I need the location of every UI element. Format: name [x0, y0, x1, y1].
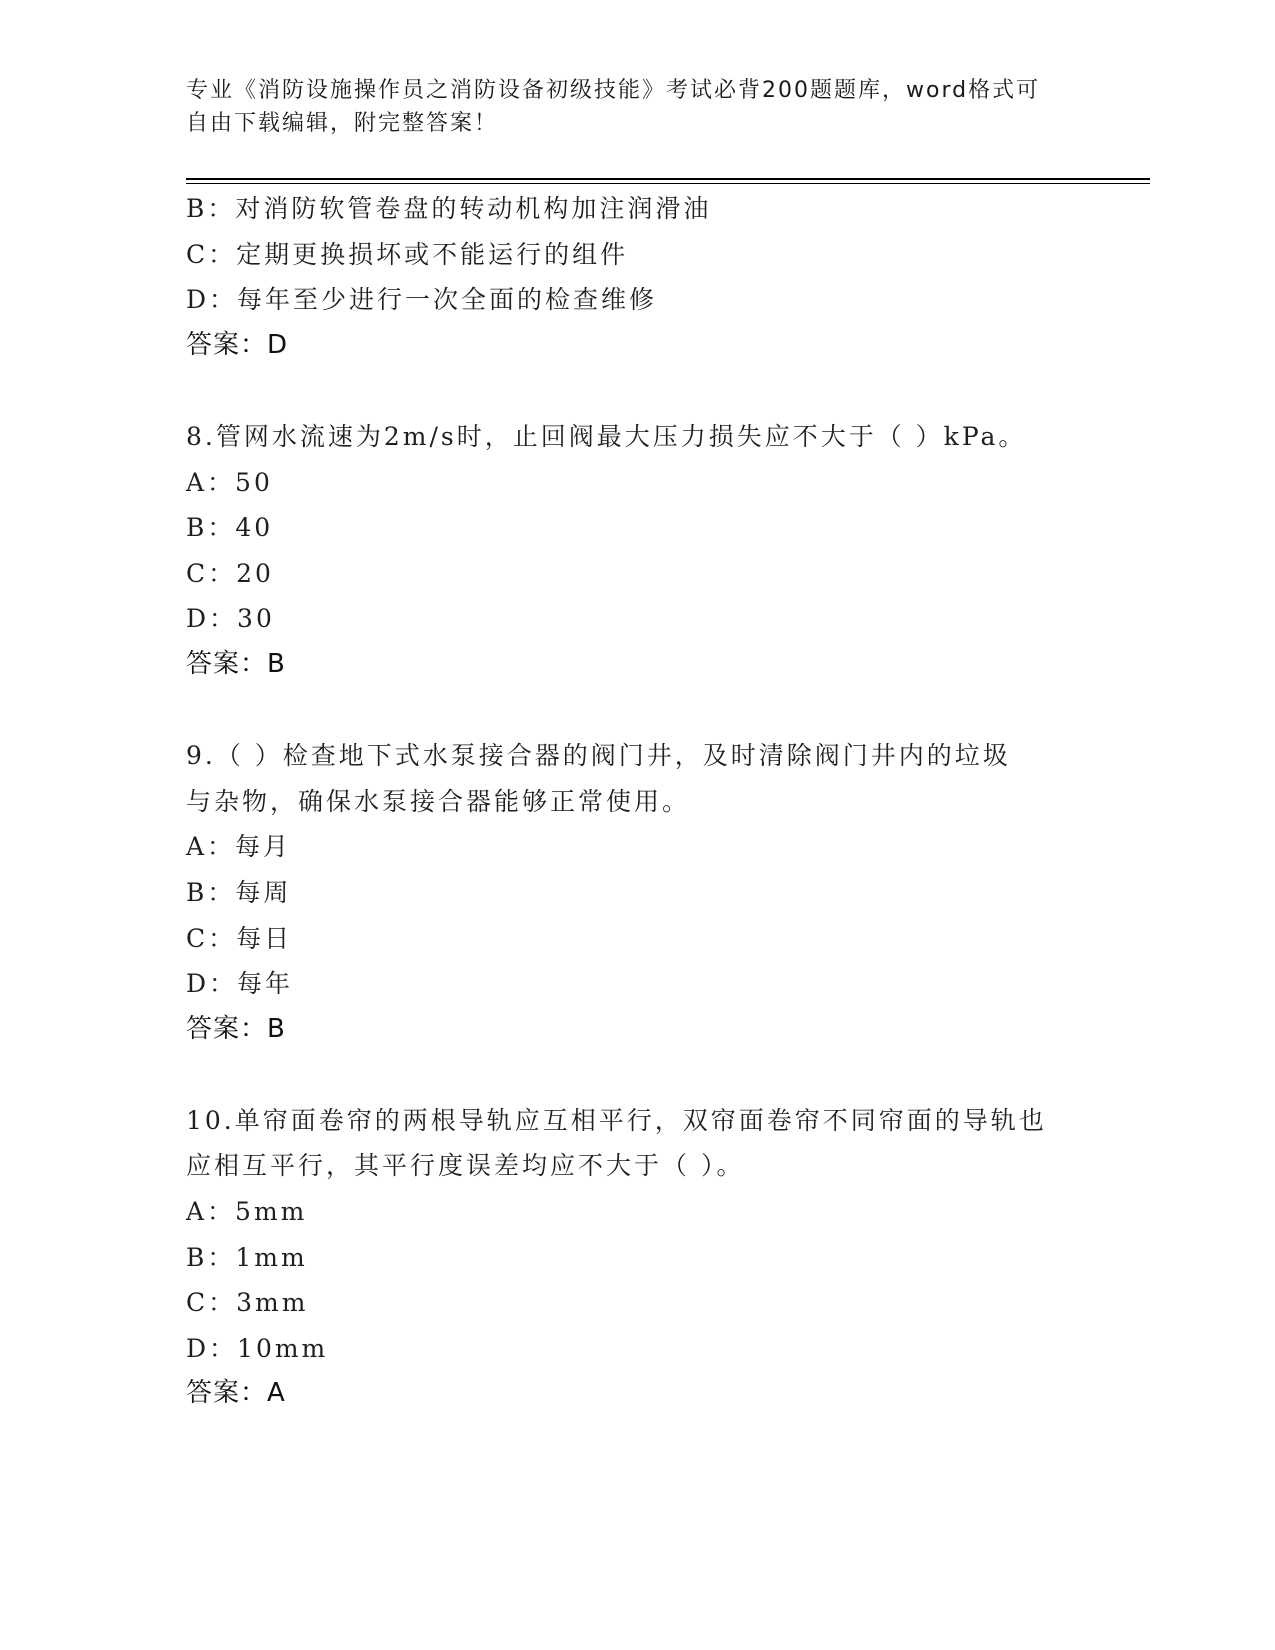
answer-line: 答案：B	[186, 648, 286, 679]
option-a: A：5mm	[186, 1197, 308, 1227]
document-header	[186, 74, 1086, 140]
header-title-line-1: 专业《消防设施操作员之消防设备初级技能》考试必背200题题库，word格式可	[186, 78, 1041, 103]
question-8	[186, 414, 1086, 688]
option-c: C：3mm	[186, 1288, 309, 1318]
option-c: C：定期更换损坏或不能运行的组件	[186, 239, 629, 269]
header-divider-thin	[186, 183, 1150, 184]
question-stem-line-1: 10.单帘面卷帘的两根导轨应互相平行，双帘面卷帘不同帘面的导轨也	[186, 1105, 1047, 1135]
option-c: C：每日	[186, 923, 293, 953]
option-b: B：40	[186, 513, 274, 543]
option-a: A：50	[186, 467, 273, 497]
question-9	[186, 733, 1086, 1052]
answer-line: 答案：A	[186, 1378, 286, 1409]
question-stem-line-2: 应相互平行，其平行度误差均应不大于（ ）。	[186, 1151, 745, 1181]
option-d: D：每年至少进行一次全面的检查维修	[186, 285, 658, 315]
spacer	[186, 1052, 1086, 1098]
option-a: A：每月	[186, 832, 292, 862]
spacer	[186, 688, 1086, 734]
option-b: B：每周	[186, 877, 292, 907]
answer-line: 答案：B	[186, 1013, 286, 1044]
option-d: D：10mm	[186, 1333, 329, 1363]
question-list	[186, 186, 1086, 1417]
header-divider-thick	[186, 178, 1150, 180]
option-d: D：每年	[186, 969, 294, 999]
option-b: B：1mm	[186, 1242, 308, 1272]
question-stem-line-2: 与杂物，确保水泵接合器能够正常使用。	[186, 786, 691, 816]
question-7	[186, 186, 1086, 368]
option-b: B：对消防软管卷盘的转动机构加注润滑油	[186, 194, 712, 223]
question-stem-line-1: 9.（ ）检查地下式水泵接合器的阀门井，及时清除阀门井内的垃圾	[186, 741, 1011, 771]
option-c: C：20	[186, 558, 274, 588]
question-stem: 8.管网水流速为2m/s时，止回阀最大压力损失应不大于（ ）kPa。	[186, 421, 1027, 451]
header-title-line-2: 自由下载编辑，附完整答案！	[186, 111, 499, 136]
question-10	[186, 1098, 1086, 1417]
answer-line: 答案：D	[186, 329, 289, 360]
spacer	[186, 368, 1086, 414]
option-d: D：30	[186, 604, 275, 634]
